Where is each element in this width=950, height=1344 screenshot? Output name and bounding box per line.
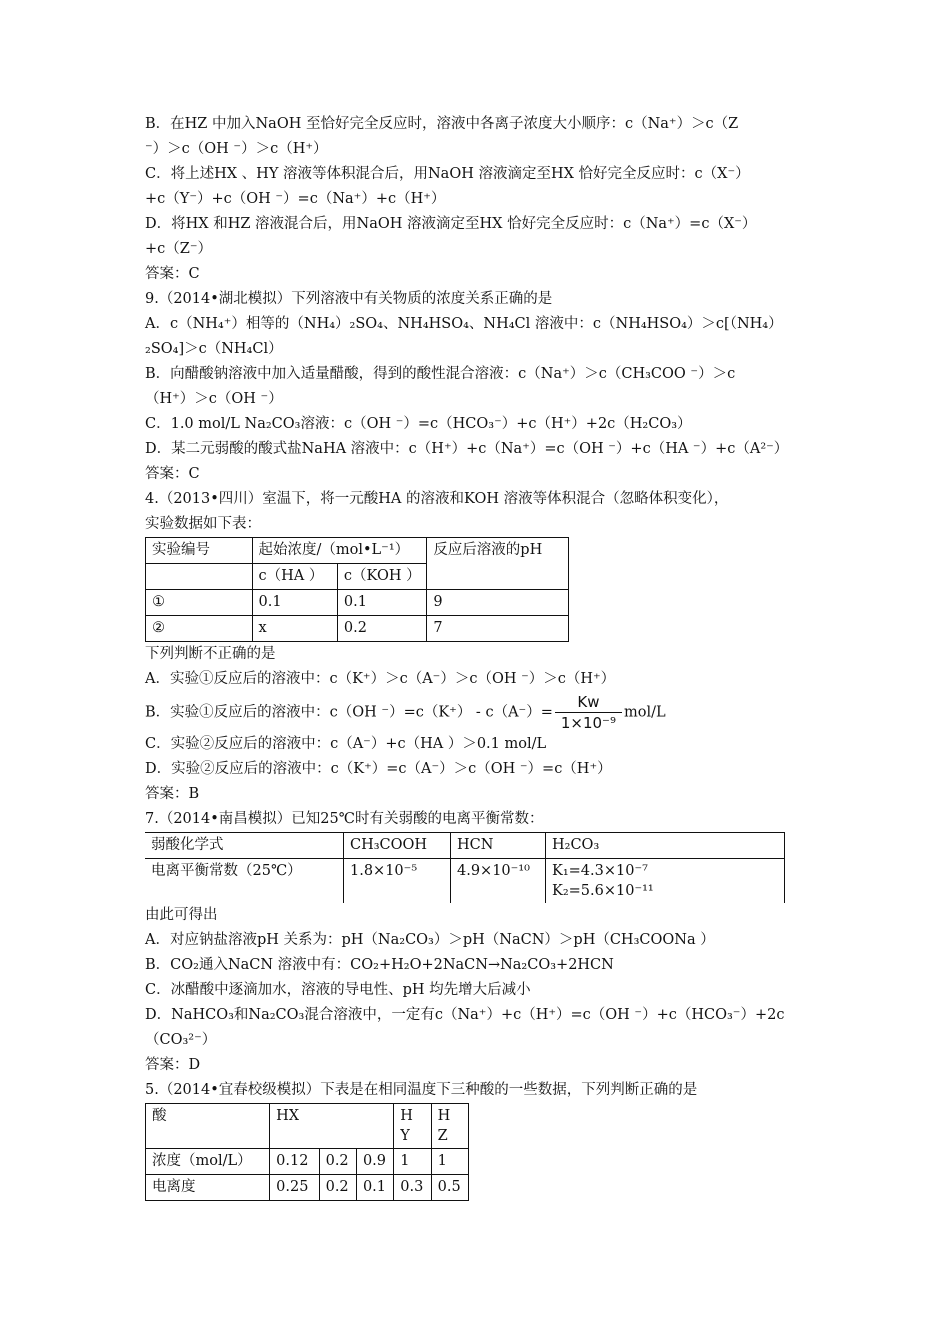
table-cell: 0.2 [319,1149,356,1175]
table-cell: 0.3 [394,1175,431,1201]
q8-option-b-line2: ⁻）＞c（OH ⁻）＞c（H⁺） [145,141,328,157]
table-cell: 1 [431,1149,468,1175]
q5-th-hy [394,1104,431,1149]
q7-th-hcn: HCN [451,833,546,859]
q5-stem: 5.（2014•宜春校级模拟）下表是在相同温度下三种酸的一些数据，下列判断正确的是 [145,1082,698,1098]
q4-stem-line1: 4.（2013•四川）室温下，将一元酸HA 的溶液和KOH 溶液等体积混合（忽略体积变化）， [145,491,729,507]
q7-option-a: A．对应钠盐溶液pH 关系为：pH（Na₂CO₃）＞pH（NaCN）＞pH（CH₃COONa ） [145,932,715,948]
table-row [146,1149,469,1175]
q4-option-b [145,692,825,732]
q5-th-hy-line1: H [400,1108,413,1124]
q4-option-d: D．实验②反应后的溶液中：c（K⁺）=c（A⁻）＞c（OH ⁻）=c（H⁺） [145,761,612,777]
q8-answer: 答案：C [145,266,200,282]
q4-option-c: C．实验②反应后的溶液中：c（A⁻）+c（HA ）＞0.1 mol/L [145,736,547,752]
table-cell: 电离平衡常数（25℃） [145,859,344,904]
q4-th-empty [146,564,253,590]
q4-experiment-table [145,537,569,642]
q7-option-d-line1: D．NaHCO₃和Na₂CO₃混合溶液中，一定有c（Na⁺）+c（H⁺）=c（OH ⁻）+c（HCO₃⁻）+2c [145,1007,785,1023]
q5-th-hy-line2: Y [400,1128,410,1144]
q7-k2: K₂=5.6×10⁻¹¹ [552,883,654,899]
q9-option-a-line1: A．c（NH₄⁺）相等的（NH₄）₂SO₄、NH₄HSO₄、NH₄Cl 溶液中：c（NH₄HSO₄）＞c[（NH₄） [145,316,783,332]
table-cell: x [252,616,337,642]
q7-th-h2co3: H₂CO₃ [546,833,785,859]
q5-th-hz-line2: Z [437,1128,448,1144]
q4-th-experiment-no: 实验编号 [146,538,253,564]
q7-th-acid-formula: 弱酸化学式 [145,833,344,859]
q7-option-d-line2: （CO₃²⁻） [145,1032,217,1048]
table-row [146,1175,469,1201]
table-cell: 0.12 [270,1149,319,1175]
fraction-denominator: 1×10⁻⁹ [560,714,616,732]
q9-option-a-line2: ₂SO₄]＞c（NH₄Cl） [145,341,283,357]
table-row [145,859,785,904]
q4-after-table: 下列判断不正确的是 [145,646,276,662]
q9-stem: 9.（2014•湖北模拟）下列溶液中有关物质的浓度关系正确的是 [145,291,553,307]
q4-stem-line2: 实验数据如下表： [145,516,261,532]
table-cell: 电离度 [146,1175,270,1201]
table-cell: 0.5 [431,1175,468,1201]
table-cell: 4.9×10⁻¹⁰ [451,859,546,904]
q4-answer: 答案：B [145,786,200,802]
q4-option-b-fraction [555,692,622,733]
q7-option-c: C．冰醋酸中逐滴加水，溶液的导电性、pH 均先增大后减小 [145,982,531,998]
fraction-numerator: Kw [555,692,622,713]
table-cell [546,859,785,904]
q4-th-ph: 反应后溶液的pH [427,538,569,590]
table-cell: 0.2 [337,616,426,642]
table-cell: 1.8×10⁻⁵ [344,859,451,904]
q4-option-a: A．实验①反应后的溶液中：c（K⁺）＞c（A⁻）＞c（OH ⁻）＞c（H⁺） [145,671,616,687]
q7-constants-table [145,832,785,903]
q7-after-table: 由此可得出 [145,907,218,923]
q9-option-d: D．某二元弱酸的酸式盐NaHA 溶液中：c（H⁺）+c（Na⁺）=c（OH ⁻）+c（HA ⁻）+c（A²⁻） [145,441,789,457]
q8-option-b-line1: B．在HZ 中加入NaOH 至恰好完全反应时，溶液中各离子浓度大小顺序：c（Na⁺）＞c（Z [145,116,739,132]
table-cell: 浓度（mol/L） [146,1149,270,1175]
table-cell: 0.9 [356,1149,393,1175]
q9-answer: 答案：C [145,466,200,482]
q4-th-c-ha: c（HA ） [252,564,337,590]
q7-answer: 答案：D [145,1057,201,1073]
q5-th-hz [431,1104,468,1149]
table-cell: 9 [427,590,569,616]
q7-stem: 7.（2014•南昌模拟）已知25℃时有关弱酸的电离平衡常数： [145,811,544,827]
table-cell: 7 [427,616,569,642]
table-cell: ② [146,616,253,642]
table-cell: 1 [394,1149,431,1175]
q9-option-b-line1: B．向醋酸钠溶液中加入适量醋酸，得到的酸性混合溶液：c（Na⁺）＞c（CH₃COO ⁻）＞c [145,366,736,382]
q4-th-initial-conc: 起始浓度/（mol•L⁻¹） [252,538,427,564]
q5-th-hz-line1: H [437,1108,451,1124]
q7-th-ch3cooh: CH₃COOH [344,833,451,859]
q4-option-b-unit: mol/L [623,704,666,721]
table-cell: 0.25 [270,1175,319,1201]
q5-th-hx: HX [270,1104,394,1149]
table-row [146,590,569,616]
table-cell: 0.2 [319,1175,356,1201]
table-row [146,616,569,642]
q9-option-c: C．1.0 mol/L Na₂CO₃溶液：c（OH ⁻）=c（HCO₃⁻）+c（H⁺）+2c（H₂CO₃） [145,416,692,432]
table-cell: ① [146,590,253,616]
q8-option-d-line1: D．将HX 和HZ 溶液混合后，用NaOH 溶液滴定至HX 恰好完全反应时：c（Na⁺）=c（X⁻） [145,216,757,232]
q7-k1: K₁=4.3×10⁻⁷ [552,863,648,879]
q8-option-d-line2: +c（Z⁻） [145,241,212,257]
q7-option-b: B．CO₂通入NaCN 溶液中有：CO₂+H₂O+2NaCN→Na₂CO₃+2HCN [145,957,614,973]
document-page [145,112,825,1201]
q4-th-c-koh: c（KOH ） [337,564,426,590]
table-cell: 0.1 [337,590,426,616]
q5-th-acid: 酸 [146,1104,270,1149]
q4-option-b-text: B．实验①反应后的溶液中：c（OH ⁻）=c（K⁺） - c（A⁻）= [145,704,553,721]
q8-option-c-line1: C．将上述HX 、HY 溶液等体积混合后，用NaOH 溶液滴定至HX 恰好完全反应时：c（X⁻） [145,166,750,182]
table-cell: 0.1 [252,590,337,616]
q5-acid-table [145,1103,469,1201]
q8-option-c-line2: +c（Y⁻）+c（OH ⁻）=c（Na⁺）+c（H⁺） [145,191,446,207]
table-cell: 0.1 [356,1175,393,1201]
q9-option-b-line2: （H⁺）＞c（OH ⁻） [145,391,283,407]
